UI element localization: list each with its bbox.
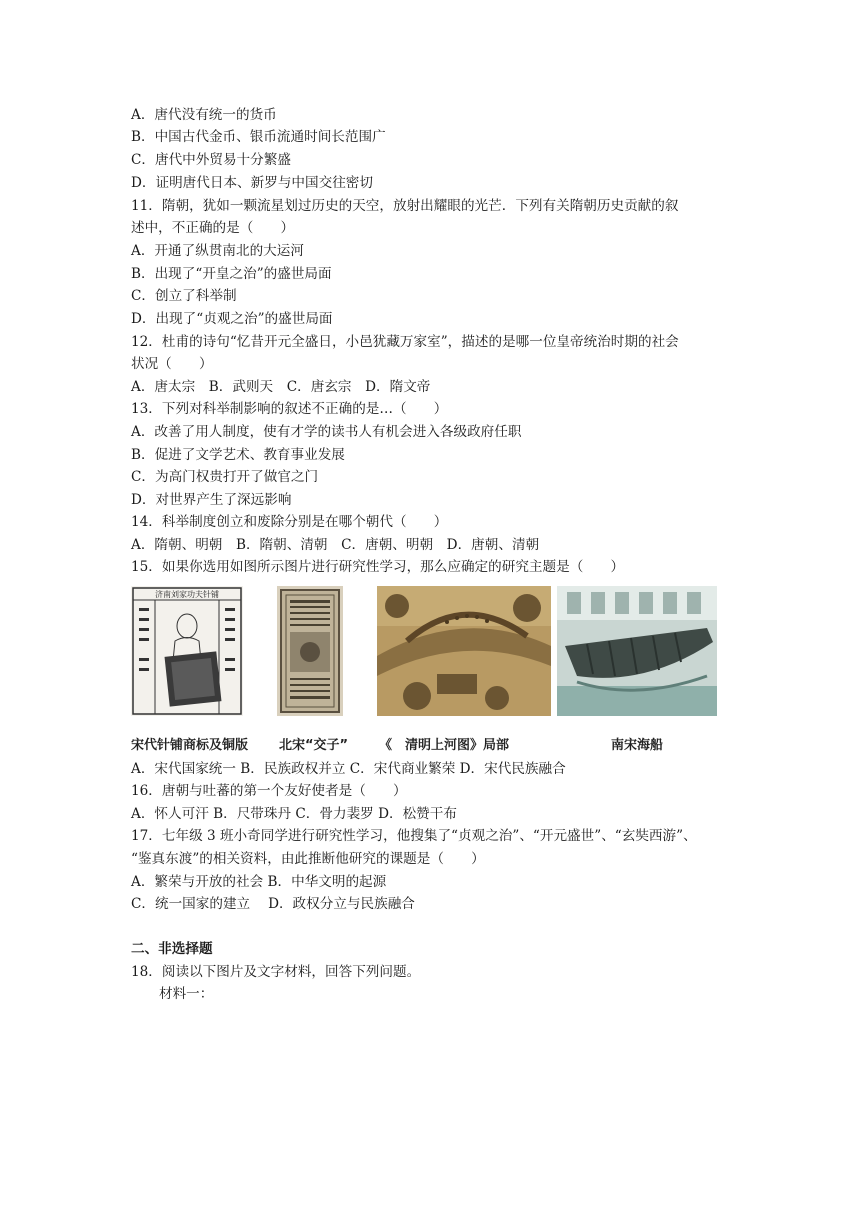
caption-jiaozi: 北宋“交子” [279,738,349,753]
q14-stem: 14．科举制度创立和废除分别是在哪个朝代（ ） [131,514,448,530]
southern-song-ship-image [557,586,717,716]
q15-stem: 15．如果你选用如图所示图片进行研究性学习，那么应确定的研究主题是（ ） [131,559,625,575]
jiaozi-banknote-image [277,586,343,716]
section-title: 二、非选择题 [131,941,213,957]
q13-option-d: D．对世界产生了深远影响 [131,492,292,508]
q18-stem: 18．阅读以下图片及文字材料，回答下列问题。 [131,964,421,980]
q13-option-a: A．改善了用人制度，使有才学的读书人有机会进入各级政府任职 [131,424,522,440]
q11-option-a: A．开通了纵贯南北的大运河 [131,243,304,259]
q11-stem-line1: 11．隋朝，犹如一颗流星划过历史的天空，放射出耀眼的光芒．下列有关隋朝历史贡献的叙 [131,198,679,214]
signboard-inscription: 济南刘家功夫针铺 [155,590,219,599]
q14-options: A．隋朝、明朝 B．隋朝、清朝 C．唐朝、明朝 D．唐朝、清朝 [131,537,540,553]
q13-option-c: C．为高门权贵打开了做官之门 [131,469,319,485]
q17-options-cd: C．统一国家的建立 D．政权分立与民族融合 [131,896,415,912]
q13-option-b: B．促进了文学艺术、教育事业发展 [131,447,345,463]
caption-needle-shop: 宋代针铺商标及铜版 [131,738,249,753]
q11-option-d: D．出现了“贞观之治”的盛世局面 [131,311,333,327]
q10-option-a: A．唐代没有统一的货币 [131,107,277,123]
q12-options: A．唐太宗 B．武则天 C．唐玄宗 D．隋文帝 [131,379,431,395]
q11-option-b: B．出现了“开皇之治”的盛世局面 [131,266,332,282]
q17-options-ab: A．繁荣与开放的社会 B．中华文明的起源 [131,874,387,890]
caption-ship: 南宋海船 [611,738,664,753]
q10-option-c: C．唐代中外贸易十分繁盛 [131,152,291,168]
caption-qingming: 《 清明上河图》局部 [379,738,510,753]
q11-stem-line2: 述中，不正确的是（ ） [131,220,295,236]
q13-stem: 13．下列对科举制影响的叙述不正确的是…（ ） [131,401,448,417]
needle-shop-sign-image [131,586,243,716]
q12-stem-line1: 12．杜甫的诗句“忆昔开元全盛日，小邑犹藏万家室”，描述的是哪一位皇帝统治时期的社会 [131,334,679,350]
q16-stem: 16．唐朝与吐蕃的第一个友好使者是（ ） [131,783,407,799]
q10-option-b: B．中国古代金币、银币流通时间长范围广 [131,129,386,145]
q11-option-c: C．创立了科举制 [131,288,237,304]
material-one-label: 材料一： [159,986,214,1002]
q12-stem-line2: 状况（ ） [131,356,213,372]
q15-figure [131,586,721,756]
q10-option-d: D．证明唐代日本、新罗与中国交往密切 [131,175,373,191]
q17-stem-line2: “鉴真东渡”的相关资料，由此推断他研究的课题是（ ） [131,851,485,867]
q16-options: A．怀人可汗 B．尺带珠丹 C．骨力裴罗 D．松赞干布 [131,806,457,822]
q17-stem-line1: 17．七年级 3 班小奇同学进行研究性学习，他搜集了“贞观之治”、“开元盛世”、“玄奘西游”、 [131,828,697,844]
qingming-painting-image [377,586,551,716]
q15-options: A．宋代国家统一 B．民族政权并立 C．宋代商业繁荣 D．宋代民族融合 [131,761,566,777]
